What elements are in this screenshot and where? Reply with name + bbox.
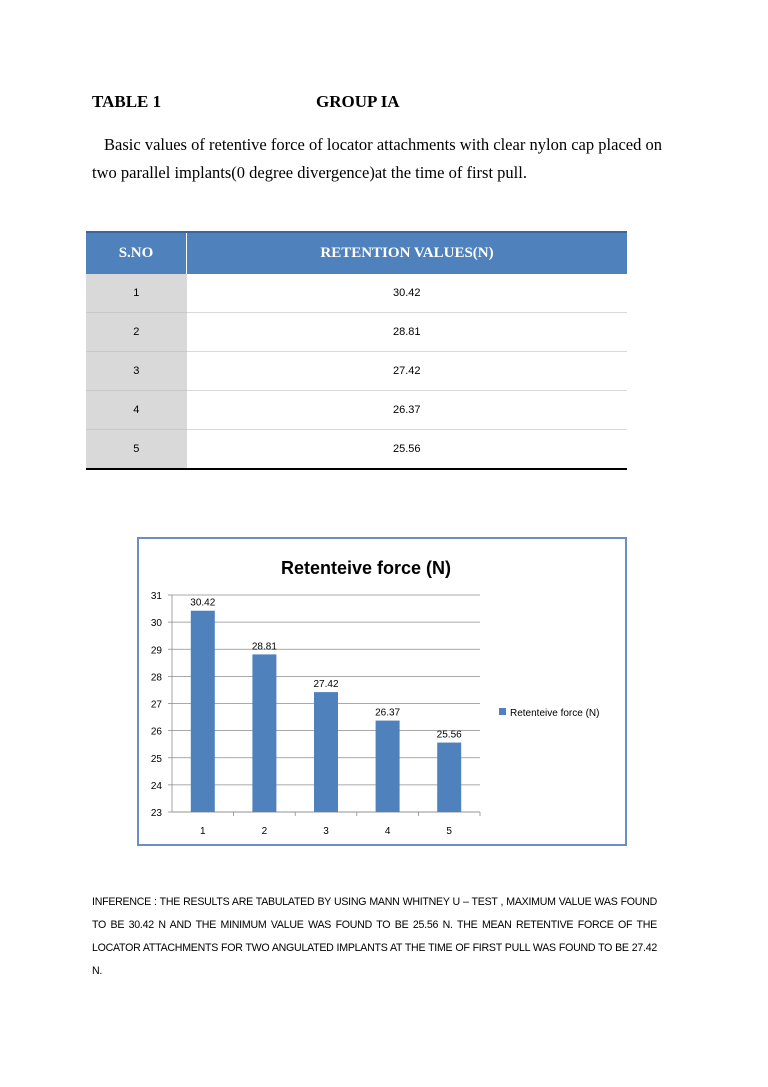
table-row <box>86 274 627 313</box>
y-tick-label: 28 <box>150 672 162 684</box>
y-tick-label: 25 <box>150 753 162 765</box>
bar-5 <box>437 743 461 812</box>
inference-text: INFERENCE : THE RESULTS ARE TABULATED BY USING MANN WHITNEY U – TEST , MAXIMUM VALUE WAS FOUND TO BE 30.42 N AND THE MINIMUM VALUE WAS FOUND TO BE 25.56 N. THE MEAN RETENTIVE FORCE OF THE LOCATOR ATTACHMENTS FOR TWO ANGULATED IMPLANTS AT THE TIME OF FIRST PULL WAS FOUND TO BE 27.42 N. <box>92 896 657 977</box>
table-row <box>86 313 627 352</box>
x-tick-label: 2 <box>261 826 268 837</box>
y-tick-label: 26 <box>150 726 162 738</box>
bar-2 <box>252 654 276 812</box>
bar-4 <box>376 721 400 812</box>
data-label: 27.42 <box>313 679 339 691</box>
data-label: 25.56 <box>436 729 462 741</box>
retentive-force-chart <box>137 537 627 846</box>
data-label: 26.37 <box>375 707 401 719</box>
caption-text: Basic values of retentive force of locator attachments with clear nylon cap placed on two parallel implants(0 degree divergence)at the time of first pull. <box>92 135 662 182</box>
bar-1 <box>191 611 215 812</box>
y-tick-label: 23 <box>150 808 162 819</box>
row-sno: 1 <box>86 274 187 313</box>
row-value: 25.56 <box>392 443 421 455</box>
header-retention-values: RETENTION VALUES(N) <box>187 232 628 274</box>
chart-title: Retenteive force (N) <box>280 558 452 578</box>
y-tick-label: 31 <box>150 591 162 602</box>
header-sno: S.NO <box>86 232 187 274</box>
row-value: 30.42 <box>187 274 628 313</box>
x-tick-label: 4 <box>384 826 391 837</box>
table-heading <box>92 92 652 116</box>
table-number-label: TABLE 1 <box>92 92 162 111</box>
group-label: GROUP IA <box>316 92 400 111</box>
bar-3 <box>314 692 338 812</box>
x-tick-label: 3 <box>323 826 329 837</box>
table-row <box>86 391 627 430</box>
x-tick-label: 1 <box>200 826 206 837</box>
retention-values-table <box>86 231 627 470</box>
row-value: 28.81 <box>187 313 628 352</box>
data-label: 28.81 <box>251 641 277 653</box>
row-sno: 2 <box>86 313 187 352</box>
y-tick-label: 29 <box>150 645 162 657</box>
table-row <box>86 352 627 391</box>
chart-canvas <box>139 539 625 844</box>
row-sno: 5 <box>86 430 187 470</box>
legend-label: Retenteive force (N) <box>510 708 600 719</box>
table-caption <box>92 131 662 187</box>
row-sno: 3 <box>86 352 187 391</box>
table-row <box>86 430 627 470</box>
y-tick-label: 24 <box>150 780 162 792</box>
inference-block <box>92 891 657 983</box>
x-tick-label: 5 <box>446 826 452 837</box>
data-label: 30.42 <box>190 597 216 609</box>
row-value: 26.37 <box>187 391 628 430</box>
row-value: 27.42 <box>187 352 628 391</box>
table-header-row <box>86 232 627 274</box>
y-tick-label: 27 <box>150 699 162 711</box>
y-tick-label: 30 <box>150 618 162 630</box>
row-sno: 4 <box>86 391 187 430</box>
legend-swatch <box>499 708 506 715</box>
